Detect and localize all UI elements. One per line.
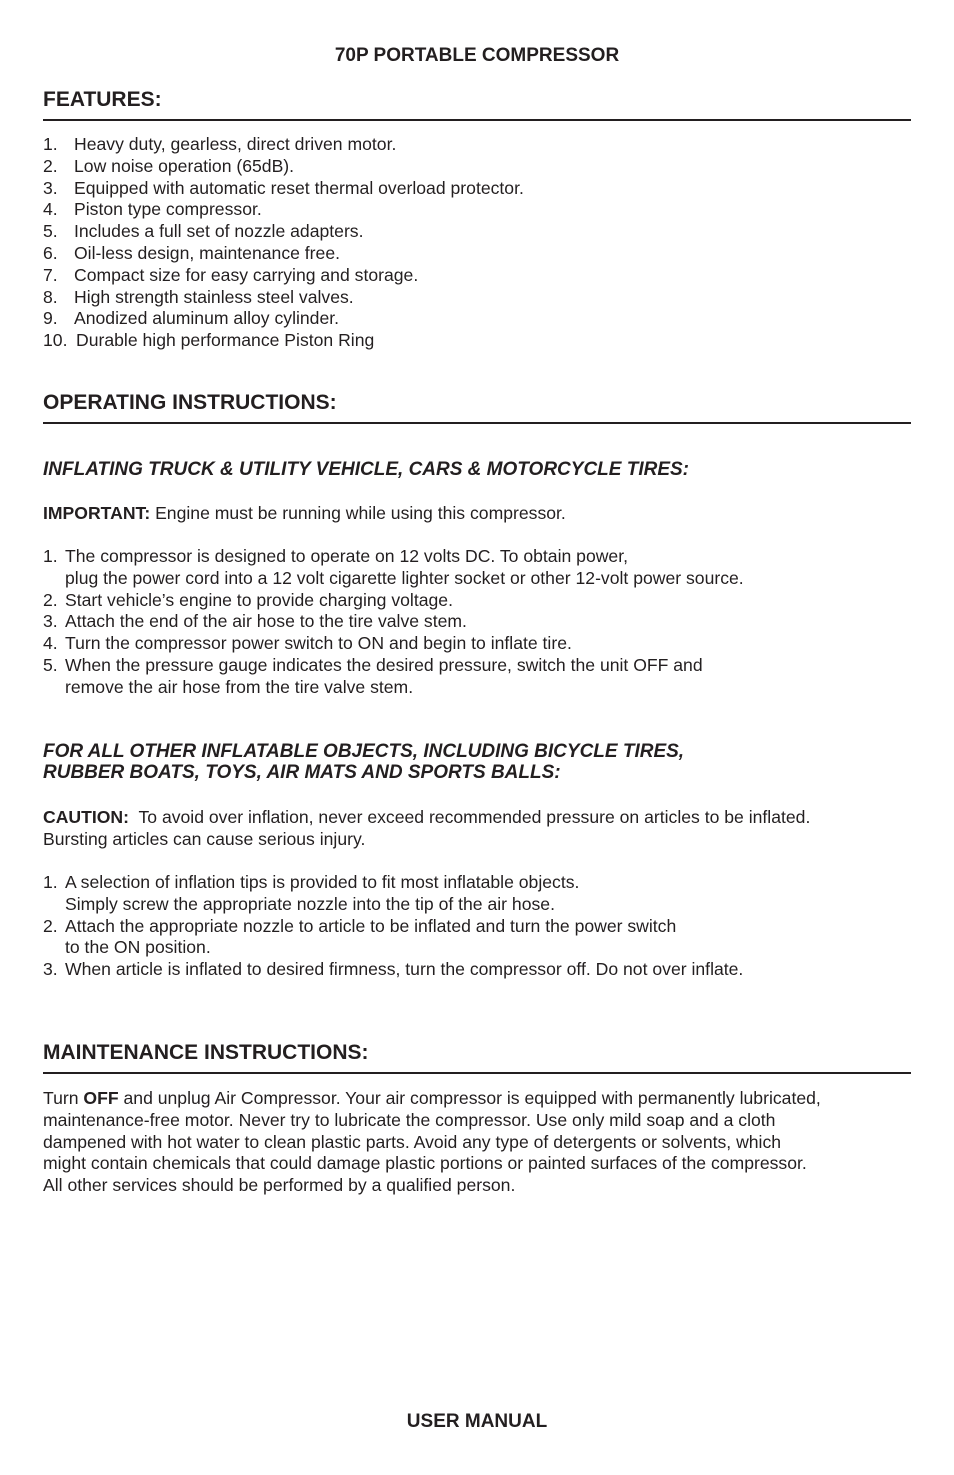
list-item: 2. Attach the appropriate nozzle to article to be inflated and turn the power switch to the ON position. — [43, 915, 677, 958]
list-item: 4. Turn the compressor power switch to ON and begin to inflate tire. — [43, 633, 572, 654]
off-label: OFF — [83, 1088, 119, 1108]
list-item: 3. Equipped with automatic reset thermal overload protector. — [43, 177, 524, 198]
vehicle-steps-list — [43, 546, 911, 699]
list-item: 2. Start vehicle’s engine to provide charging voltage. — [43, 589, 453, 610]
list-item: 3. Attach the end of the air hose to the tire valve stem. — [43, 611, 467, 632]
list-item: 4. Piston type compressor. — [43, 199, 262, 220]
list-item: 10. Durable high performance Piston Ring — [43, 330, 375, 351]
list-item: 3. When article is inflated to desired firmness, turn the compressor off. Do not over inflate. — [43, 959, 744, 980]
list-item: 1. The compressor is designed to operate on 12 volts DC. To obtain power, plug the power cord into a 12 volt cigarette lighter socket or other 12-volt power source. — [43, 546, 744, 588]
operating-instructions-heading: OPERATING INSTRUCTIONS: — [43, 390, 911, 424]
list-item: 6. Oil-less design, maintenance free. — [43, 242, 340, 263]
caution-note: CAUTION: To avoid over inflation, never exceed recommended pressure on articles to be inflated. Bursting articles can cause serious injury. — [43, 807, 811, 849]
list-item: 5. When the pressure gauge indicates the desired pressure, switch the unit OFF and remove the air hose from the tire valve stem. — [43, 654, 703, 697]
list-item: 1. Heavy duty, gearless, direct driven motor. — [43, 134, 397, 154]
list-item: 2. Low noise operation (65dB). — [43, 155, 295, 176]
caution-label: CAUTION: — [43, 807, 130, 827]
vehicle-tires-subheading: INFLATING TRUCK & UTILITY VEHICLE, CARS & MOTORCYCLE TIRES: — [43, 459, 689, 480]
features-heading: FEATURES: — [43, 87, 911, 121]
list-item: 7. Compact size for easy carrying and storage. — [43, 264, 419, 285]
manual-page — [43, 0, 911, 1475]
footer-title: USER MANUAL — [406, 1411, 548, 1432]
important-note — [43, 503, 911, 525]
other-inflatables-subheading: FOR ALL OTHER INFLATABLE OBJECTS, INCLUDING BICYCLE TIRES, RUBBER BOATS, TOYS, AIR MATS AND SPORTS BALLS: — [43, 741, 685, 783]
important-label: IMPORTANT: — [43, 503, 151, 523]
other-steps-list — [43, 872, 911, 981]
maintenance-instructions-heading: MAINTENANCE INSTRUCTIONS: — [43, 1040, 911, 1074]
document-title: 70P PORTABLE COMPRESSOR — [334, 45, 620, 66]
list-item: 5. Includes a full set of nozzle adapters. — [43, 221, 364, 242]
maintenance-text: Turn OFF and unplug Air Compressor. Your air compressor is equipped with permanently lubricated, maintenance-free motor. Never try to lubricate the compressor. Use only mild soap and a cloth dampened with hot water to clean plastic parts. Avoid any type of detergents or solvents, which might contain chemicals that could damage plastic portions or painted surfaces of the compressor. All other services should be performed by a qualified person. — [43, 1088, 821, 1196]
list-item: 8. High strength stainless steel valves. — [43, 286, 354, 307]
important-text: Engine must be running while using this compressor. — [150, 503, 566, 523]
list-item: 9. Anodized aluminum alloy cylinder. — [43, 308, 340, 329]
list-item: 1. A selection of inflation tips is provided to fit most inflatable objects. Simply screw the appropriate nozzle into the tip of the air hose. — [43, 872, 580, 914]
features-list — [43, 134, 911, 352]
